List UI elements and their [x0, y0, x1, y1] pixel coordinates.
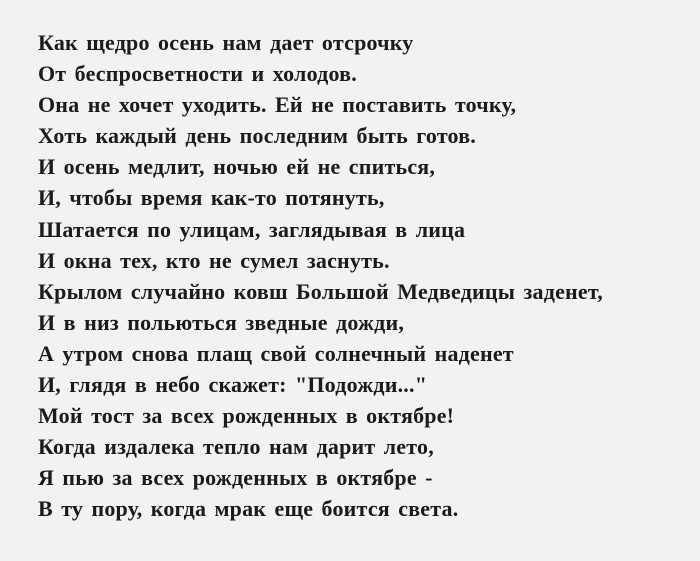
poem-line: Когда издалека тепло нам дарит лето,	[38, 434, 434, 460]
poem-line: И окна тех, кто не сумел заснуть.	[38, 247, 390, 273]
poem-line: От беспросветности и холодов.	[38, 61, 357, 87]
poem-line: И, чтобы время как-то потянуть,	[38, 185, 385, 211]
poem-line: И в низ польються зведные дожди,	[38, 309, 405, 335]
poem-line: Мой тост за всех рожденных в октябре!	[38, 403, 455, 429]
poem-line: В ту пору, когда мрак еще боится света.	[38, 496, 459, 522]
poem-line: Как щедро осень нам дает отсрочку	[38, 30, 414, 55]
poem-line: Она не хочет уходить. Ей не поставить точку,	[38, 92, 517, 118]
poem-line: Хоть каждый день последним быть готов.	[38, 123, 476, 149]
poem-line: И осень медлит, ночью ей не спиться,	[38, 154, 436, 180]
poem-line: Шатается по улицам, заглядывая в лица	[38, 216, 466, 242]
poem-line: И, глядя в небо скажет: "Подожди..."	[38, 372, 428, 398]
poem-line: А утром снова плащ свой солнечный наденет	[38, 340, 514, 366]
poem-line: Я пью за всех рожденных в октябре -	[38, 465, 433, 491]
poem-line: Крылом случайно ковш Большой Медведицы заденет,	[38, 278, 603, 304]
